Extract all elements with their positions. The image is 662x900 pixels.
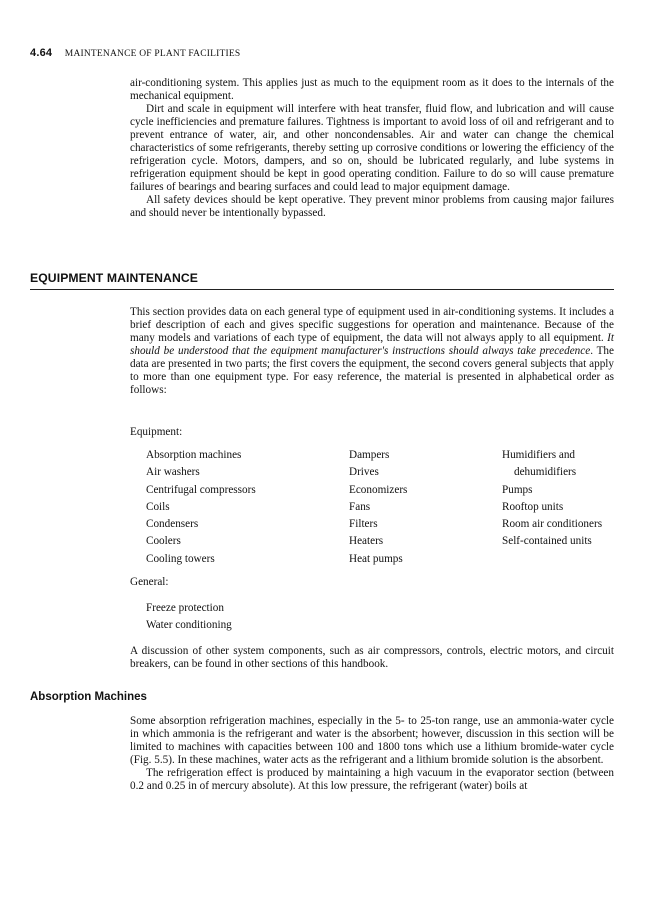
general-label: General: [130, 576, 169, 588]
list-item: Drives [349, 466, 379, 479]
list-item: Coolers [146, 535, 181, 548]
subsection-heading-absorption-machines: Absorption Machines [30, 691, 147, 703]
absorption-paragraph-1: Some absorption refrigeration machines, especially in the 5- to 25-ton range, use an ammonia-water cycle in which ammonia is the refrigerant and water is the absorbent; however, discussion in this section will be limited to machines with capacities between 100 and 1800 tons which use a lithium bromide-water cycle (Fig. 5.5). In these machines, water acts as the refrigerant and a lithium bromide solution is the absorbent. [130, 715, 614, 766]
list-item: Room air conditioners [502, 518, 603, 531]
running-header [30, 47, 630, 61]
running-title: MAINTENANCE OF PLANT FACILITIES [64, 49, 241, 59]
equipment-column-1 [146, 447, 256, 568]
intro-paragraph-2: Dirt and scale in equipment will interfere with heat transfer, fluid flow, and lubrication and will cause cycle inefficiencies and premature failures. Tightness is important to avoid loss of oil and refrigerant and to prevent entrance of water, air, and other noncondensables. Air and water can change the chemical characteristics of some refrigerants, thereby setting up corrosive conditions or lowering the efficiency of the refrigeration cycle. Motors, dampers, and so on, should be lubricated regularly, and lube systems in refrigeration equipment should be kept in good operating condition. Failure to do so will cause premature failures of bearings and bearing surfaces and could lead to major equipment damage. [130, 103, 614, 193]
general-list [146, 600, 232, 635]
list-item: Dampers [349, 449, 390, 461]
list-item: Condensers [146, 518, 199, 531]
list-item: Heat pumps [349, 552, 403, 565]
absorption-text [130, 715, 614, 793]
list-item: Centrifugal compressors [146, 483, 256, 496]
list-item-continuation: dehumidifiers [514, 466, 577, 479]
section-heading-equipment-maintenance: EQUIPMENT MAINTENANCE [30, 271, 614, 290]
equipment-intro-paragraph [130, 306, 614, 397]
page-number: 4.64 [30, 47, 53, 59]
equipment-intro-italic: It should be understood that the equipment manufacturer's instructions should always take precedence [130, 332, 614, 357]
closing-text: A discussion of other system components, such as air compressors, controls, electric motors, and circuit breakers, can be found in other sections of this handbook. [130, 645, 614, 670]
list-item: Water conditioning [146, 619, 232, 632]
equipment-label: Equipment: [130, 426, 183, 438]
equipment-intro-text-b: . The data are presented in two parts; the first covers the equipment, the second covers general subjects that apply to more than one equipment type. For easy reference, the material is presented in alphabetical order as follows: [130, 345, 614, 396]
list-item: Freeze protection [146, 602, 224, 614]
list-item: Pumps [502, 483, 533, 496]
list-item: Rooftop units [502, 500, 564, 513]
list-item: Filters [349, 518, 378, 531]
equipment-column-2 [349, 447, 407, 568]
intro-paragraph-3: All safety devices should be kept operative. They prevent minor problems from causing major failures and should never be intentionally bypassed. [130, 194, 614, 219]
list-item: Cooling towers [146, 552, 215, 565]
list-item: Economizers [349, 483, 408, 496]
list-item: Absorption machines [146, 449, 242, 461]
equipment-closing-paragraph [130, 645, 614, 671]
absorption-paragraph-2: The refrigeration effect is produced by maintaining a high vacuum in the evaporator section (between 0.2 and 0.25 in of mercury absolute). At this low pressure, the refrigerant (water) boils at [130, 767, 614, 792]
list-item: Fans [349, 500, 371, 513]
list-item: Air washers [146, 466, 200, 479]
list-item: Coils [146, 500, 170, 513]
intro-paragraph-1: air-conditioning system. This applies just as much to the equipment room as it does to the internals of the mechanical equipment. [130, 77, 614, 102]
list-item: Self-contained units [502, 535, 592, 548]
list-item: Humidifiers and [502, 449, 576, 461]
list-item: Heaters [349, 535, 384, 548]
equipment-intro-text-a: This section provides data on each general type of equipment used in air-conditioning systems. It includes a brief description of each and gives specific suggestions for operation and maintenance. Because of the many models and variations of each type of equipment, the data will not always apply to all equipment. [130, 306, 614, 344]
equipment-column-3 [502, 447, 602, 551]
intro-text [130, 77, 614, 220]
